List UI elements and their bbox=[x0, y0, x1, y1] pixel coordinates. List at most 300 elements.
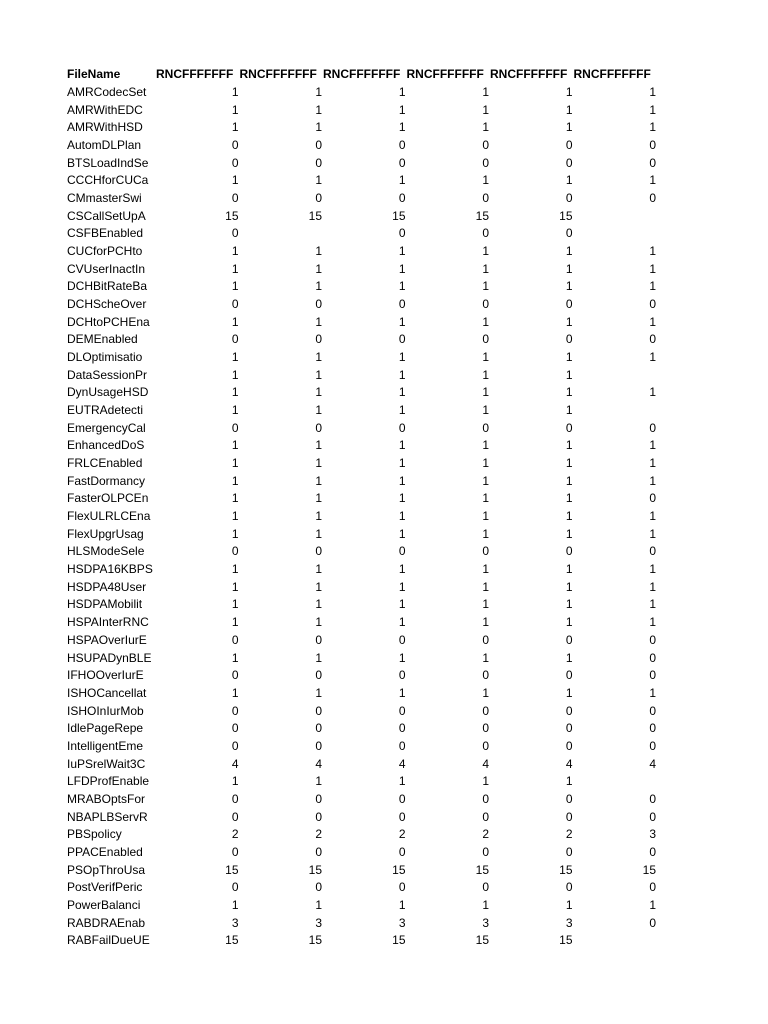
table-row bbox=[67, 207, 656, 225]
value-cell: 1 bbox=[482, 685, 489, 700]
table-row bbox=[67, 685, 656, 703]
value-cell: 1 bbox=[315, 314, 322, 329]
value-cell: 0 bbox=[398, 721, 406, 736]
filename-cell: HSUPADynBLE bbox=[67, 650, 152, 665]
value-cell: 1 bbox=[649, 685, 656, 700]
header-cell-rnc-2: RNCFFFFFFF bbox=[239, 67, 317, 82]
value-cell: 1 bbox=[398, 385, 406, 400]
value-cell: 0 bbox=[649, 668, 656, 683]
filename-cell: HSPAOverIurE bbox=[67, 632, 147, 647]
value-cell: 1 bbox=[565, 403, 573, 418]
value-cell: 1 bbox=[315, 509, 322, 524]
value-cell: 1 bbox=[565, 526, 573, 541]
filename-cell: HSPAInterRNC bbox=[67, 615, 149, 630]
value-cell: 0 bbox=[315, 632, 322, 647]
table-row bbox=[67, 490, 656, 508]
value-cell: 1 bbox=[231, 367, 239, 382]
value-cell: 1 bbox=[482, 897, 489, 912]
filename-cell: DLOptimisatio bbox=[67, 350, 143, 365]
filename-cell: HSDPAMobilit bbox=[67, 597, 143, 612]
value-cell: 1 bbox=[231, 650, 239, 665]
value-cell: 0 bbox=[231, 809, 239, 824]
table-row bbox=[67, 119, 656, 137]
value-cell: 1 bbox=[565, 509, 573, 524]
header-cell-filename: FileName bbox=[67, 67, 121, 82]
value-cell: 0 bbox=[649, 915, 656, 930]
filename-cell: MRABOptsFor bbox=[67, 791, 146, 806]
filename-cell: FlexUpgrUsag bbox=[67, 526, 144, 541]
table-row bbox=[67, 349, 656, 367]
value-cell: 0 bbox=[315, 332, 322, 347]
value-cell: 0 bbox=[315, 138, 322, 153]
value-cell: 3 bbox=[565, 915, 573, 930]
filename-cell: ISHOInIurMob bbox=[67, 703, 144, 718]
table-row bbox=[67, 632, 656, 650]
value-cell: 0 bbox=[482, 138, 489, 153]
value-cell: 1 bbox=[482, 314, 489, 329]
value-cell: 1 bbox=[315, 685, 322, 700]
filename-cell: HSDPA16KBPS bbox=[67, 562, 153, 577]
value-cell: 0 bbox=[649, 809, 656, 824]
value-cell: 1 bbox=[315, 244, 322, 259]
value-cell: 2 bbox=[565, 827, 573, 842]
value-cell: 0 bbox=[649, 544, 656, 559]
value-cell: 1 bbox=[482, 350, 489, 365]
value-cell: 1 bbox=[565, 650, 573, 665]
value-cell: 0 bbox=[231, 191, 239, 206]
value-cell: 1 bbox=[649, 615, 656, 630]
value-cell: 1 bbox=[482, 650, 489, 665]
value-cell: 1 bbox=[398, 120, 406, 135]
value-cell: 15 bbox=[475, 862, 489, 877]
value-cell: 2 bbox=[231, 827, 239, 842]
value-cell: 1 bbox=[398, 579, 406, 594]
table-row bbox=[67, 402, 656, 420]
value-cell: 0 bbox=[649, 880, 656, 895]
value-cell: 1 bbox=[649, 261, 656, 276]
value-cell: 1 bbox=[649, 473, 656, 488]
value-cell: 1 bbox=[565, 579, 573, 594]
value-cell: 0 bbox=[649, 650, 656, 665]
value-cell: 1 bbox=[565, 774, 573, 789]
value-cell: 1 bbox=[231, 774, 239, 789]
value-cell: 1 bbox=[649, 244, 656, 259]
value-cell: 1 bbox=[231, 562, 239, 577]
value-cell: 1 bbox=[482, 102, 489, 117]
value-cell: 1 bbox=[398, 367, 406, 382]
value-cell: 1 bbox=[231, 579, 239, 594]
value-cell: 1 bbox=[231, 173, 239, 188]
table-row bbox=[67, 543, 656, 561]
value-cell: 0 bbox=[231, 880, 239, 895]
value-cell: 1 bbox=[649, 897, 656, 912]
value-cell: 0 bbox=[482, 226, 489, 241]
value-cell: 1 bbox=[315, 385, 322, 400]
value-cell: 0 bbox=[482, 544, 489, 559]
value-cell: 1 bbox=[315, 774, 322, 789]
value-cell: 15 bbox=[475, 933, 489, 948]
value-cell: 0 bbox=[315, 721, 322, 736]
value-cell: 1 bbox=[398, 473, 406, 488]
table-row bbox=[67, 225, 656, 243]
filename-cell: EnhancedDoS bbox=[67, 438, 145, 453]
filename-cell: AMRCodecSet bbox=[67, 85, 147, 99]
value-cell: 1 bbox=[315, 173, 322, 188]
value-cell: 1 bbox=[231, 491, 239, 506]
value-cell: 1 bbox=[649, 102, 656, 117]
filename-cell: FastDormancy bbox=[67, 473, 146, 488]
spreadsheet-body bbox=[67, 66, 656, 950]
value-cell: 1 bbox=[649, 438, 656, 453]
value-cell: 4 bbox=[231, 756, 239, 771]
value-cell: 1 bbox=[398, 509, 406, 524]
filename-cell: FRLCEnabled bbox=[67, 456, 143, 471]
value-cell: 1 bbox=[649, 314, 656, 329]
value-cell: 1 bbox=[315, 473, 322, 488]
value-cell: 0 bbox=[398, 420, 406, 435]
value-cell: 2 bbox=[482, 827, 489, 842]
value-cell: 0 bbox=[649, 791, 656, 806]
value-cell: 1 bbox=[482, 120, 489, 135]
value-cell: 1 bbox=[565, 314, 573, 329]
value-cell: 1 bbox=[315, 438, 322, 453]
value-cell: 0 bbox=[565, 844, 573, 859]
value-cell: 1 bbox=[231, 456, 239, 471]
table-row bbox=[67, 808, 656, 826]
value-cell: 1 bbox=[398, 403, 406, 418]
value-cell: 0 bbox=[565, 544, 573, 559]
value-cell: 0 bbox=[565, 155, 573, 170]
value-cell: 0 bbox=[565, 809, 573, 824]
value-cell: 1 bbox=[482, 438, 489, 453]
filename-cell: DynUsageHSD bbox=[67, 385, 149, 400]
table-row bbox=[67, 313, 656, 331]
value-cell: 1 bbox=[315, 579, 322, 594]
filename-cell: EmergencyCal bbox=[67, 420, 146, 435]
value-cell: 2 bbox=[398, 827, 406, 842]
value-cell: 1 bbox=[315, 491, 322, 506]
value-cell: 0 bbox=[565, 226, 573, 241]
value-cell: 1 bbox=[565, 438, 573, 453]
value-cell: 4 bbox=[565, 756, 573, 771]
value-cell: 0 bbox=[482, 791, 489, 806]
header-cell-rnc-4: RNCFFFFFFF bbox=[406, 67, 484, 82]
value-cell: 1 bbox=[482, 579, 489, 594]
value-cell: 1 bbox=[482, 509, 489, 524]
value-cell: 1 bbox=[231, 85, 239, 99]
value-cell: 0 bbox=[482, 191, 489, 206]
table-row bbox=[67, 455, 656, 473]
table-row bbox=[67, 738, 656, 756]
table-row bbox=[67, 525, 656, 543]
value-cell: 15 bbox=[308, 208, 322, 223]
value-cell: 0 bbox=[482, 703, 489, 718]
value-cell: 15 bbox=[642, 862, 656, 877]
value-cell: 0 bbox=[565, 738, 573, 753]
value-cell: 0 bbox=[398, 332, 406, 347]
filename-cell: CMmasterSwi bbox=[67, 191, 142, 206]
value-cell: 1 bbox=[398, 597, 406, 612]
value-cell: 4 bbox=[482, 756, 489, 771]
filename-cell: AMRWithEDC bbox=[67, 102, 143, 117]
table-row bbox=[67, 720, 656, 738]
value-cell: 1 bbox=[231, 438, 239, 453]
value-cell: 15 bbox=[308, 862, 322, 877]
value-cell: 1 bbox=[565, 102, 573, 117]
value-cell: 0 bbox=[231, 226, 239, 241]
value-cell: 0 bbox=[565, 138, 573, 153]
value-cell: 1 bbox=[231, 261, 239, 276]
table-row bbox=[67, 861, 656, 879]
value-cell: 0 bbox=[649, 191, 656, 206]
value-cell: 0 bbox=[649, 155, 656, 170]
value-cell: 0 bbox=[482, 738, 489, 753]
value-cell: 1 bbox=[565, 244, 573, 259]
value-cell: 15 bbox=[225, 208, 239, 223]
value-cell: 0 bbox=[231, 155, 239, 170]
table-row bbox=[67, 844, 656, 862]
table-row bbox=[67, 472, 656, 490]
value-cell: 1 bbox=[398, 279, 406, 294]
value-cell: 1 bbox=[231, 279, 239, 294]
value-cell: 15 bbox=[392, 862, 406, 877]
value-cell: 15 bbox=[559, 862, 573, 877]
header-cell-rnc-3: RNCFFFFFFF bbox=[323, 67, 401, 82]
table-row bbox=[67, 773, 656, 791]
value-cell: 0 bbox=[482, 420, 489, 435]
table-row bbox=[67, 578, 656, 596]
table-row bbox=[67, 826, 656, 844]
value-cell: 0 bbox=[649, 632, 656, 647]
table-row bbox=[67, 243, 656, 261]
value-cell: 3 bbox=[649, 827, 656, 842]
value-cell: 1 bbox=[649, 597, 656, 612]
value-cell: 0 bbox=[231, 703, 239, 718]
value-cell: 1 bbox=[315, 526, 322, 541]
value-cell: 1 bbox=[231, 473, 239, 488]
value-cell: 2 bbox=[315, 827, 322, 842]
value-cell: 1 bbox=[315, 615, 322, 630]
table-row bbox=[67, 154, 656, 172]
value-cell: 0 bbox=[315, 880, 322, 895]
filename-cell: NBAPLBServR bbox=[67, 809, 148, 824]
filename-cell: AutomDLPlan bbox=[67, 138, 142, 153]
table-row bbox=[67, 437, 656, 455]
table-row bbox=[67, 172, 656, 190]
value-cell: 1 bbox=[482, 491, 489, 506]
filename-cell: EUTRAdetecti bbox=[67, 403, 144, 418]
value-cell: 4 bbox=[315, 756, 322, 771]
value-cell: 0 bbox=[231, 738, 239, 753]
value-cell: 0 bbox=[482, 332, 489, 347]
value-cell: 1 bbox=[649, 562, 656, 577]
value-cell: 1 bbox=[649, 579, 656, 594]
value-cell: 1 bbox=[231, 403, 239, 418]
value-cell: 1 bbox=[482, 173, 489, 188]
value-cell: 0 bbox=[231, 844, 239, 859]
filename-cell: PPACEnabled bbox=[67, 844, 143, 859]
value-cell: 0 bbox=[315, 791, 322, 806]
value-cell: 0 bbox=[315, 809, 322, 824]
filename-cell: PSOpThroUsa bbox=[67, 862, 146, 877]
value-cell: 0 bbox=[482, 880, 489, 895]
value-cell: 1 bbox=[315, 261, 322, 276]
table-row bbox=[67, 260, 656, 278]
value-cell: 0 bbox=[649, 703, 656, 718]
value-cell: 1 bbox=[565, 615, 573, 630]
value-cell: 0 bbox=[565, 420, 573, 435]
value-cell: 0 bbox=[231, 632, 239, 647]
filename-cell: CUCforPCHto bbox=[67, 244, 143, 259]
value-cell: 0 bbox=[482, 632, 489, 647]
header-cell-rnc-6: RNCFFFFFFF bbox=[573, 67, 651, 82]
value-cell: 1 bbox=[482, 279, 489, 294]
value-cell: 1 bbox=[649, 526, 656, 541]
value-cell: 0 bbox=[231, 791, 239, 806]
value-cell: 1 bbox=[315, 367, 322, 382]
value-cell: 1 bbox=[315, 562, 322, 577]
filename-cell: HLSModeSele bbox=[67, 544, 145, 559]
value-cell: 0 bbox=[649, 721, 656, 736]
value-cell: 1 bbox=[482, 367, 489, 382]
value-cell: 0 bbox=[315, 544, 322, 559]
table-row bbox=[67, 278, 656, 296]
value-cell: 1 bbox=[398, 685, 406, 700]
table-row bbox=[67, 879, 656, 897]
value-cell: 0 bbox=[482, 844, 489, 859]
value-cell: 1 bbox=[231, 350, 239, 365]
value-cell: 1 bbox=[315, 897, 322, 912]
value-cell: 0 bbox=[231, 332, 239, 347]
value-cell: 0 bbox=[398, 155, 406, 170]
value-cell bbox=[573, 402, 657, 420]
value-cell: 1 bbox=[649, 279, 656, 294]
value-cell: 0 bbox=[482, 809, 489, 824]
value-cell: 0 bbox=[398, 632, 406, 647]
value-cell: 3 bbox=[231, 915, 239, 930]
value-cell: 0 bbox=[231, 668, 239, 683]
value-cell: 1 bbox=[565, 350, 573, 365]
value-cell: 0 bbox=[398, 809, 406, 824]
value-cell: 1 bbox=[398, 438, 406, 453]
header-cell-rnc-1: RNCFFFFFFF bbox=[156, 67, 234, 82]
value-cell: 1 bbox=[565, 367, 573, 382]
value-cell: 1 bbox=[482, 85, 489, 99]
value-cell: 1 bbox=[565, 173, 573, 188]
value-cell: 15 bbox=[559, 933, 573, 948]
value-cell: 1 bbox=[482, 774, 489, 789]
filename-cell: LFDProfEnable bbox=[67, 774, 150, 789]
value-cell bbox=[573, 207, 657, 225]
table-row bbox=[67, 755, 656, 773]
value-cell: 1 bbox=[398, 314, 406, 329]
value-cell: 1 bbox=[482, 473, 489, 488]
value-cell: 0 bbox=[649, 844, 656, 859]
filename-cell: CCCHforCUCa bbox=[67, 173, 149, 188]
value-cell: 0 bbox=[649, 332, 656, 347]
value-cell: 0 bbox=[315, 844, 322, 859]
value-cell: 0 bbox=[482, 721, 489, 736]
value-cell bbox=[573, 366, 657, 384]
value-cell: 0 bbox=[398, 791, 406, 806]
filename-cell: PBSpolicy bbox=[67, 827, 122, 842]
value-cell: 1 bbox=[231, 102, 239, 117]
value-cell: 0 bbox=[482, 668, 489, 683]
filename-cell: IntelligentEme bbox=[67, 738, 144, 753]
value-cell: 1 bbox=[482, 261, 489, 276]
table-row bbox=[67, 791, 656, 809]
table-row bbox=[67, 101, 656, 119]
value-cell: 0 bbox=[398, 297, 406, 312]
value-cell: 15 bbox=[225, 933, 239, 948]
value-cell: 0 bbox=[649, 491, 656, 506]
value-cell: 1 bbox=[565, 85, 573, 99]
value-cell: 1 bbox=[649, 509, 656, 524]
value-cell: 1 bbox=[398, 102, 406, 117]
filename-cell: DCHScheOver bbox=[67, 297, 147, 312]
value-cell: 0 bbox=[482, 155, 489, 170]
table-row bbox=[67, 897, 656, 915]
value-cell: 1 bbox=[398, 650, 406, 665]
value-cell: 1 bbox=[315, 279, 322, 294]
value-cell bbox=[573, 773, 657, 791]
value-cell bbox=[573, 932, 657, 950]
value-cell: 1 bbox=[231, 385, 239, 400]
value-cell: 1 bbox=[565, 385, 573, 400]
value-cell: 3 bbox=[315, 915, 322, 930]
value-cell: 1 bbox=[565, 597, 573, 612]
value-cell: 15 bbox=[225, 862, 239, 877]
value-cell: 0 bbox=[565, 297, 573, 312]
value-cell: 1 bbox=[231, 314, 239, 329]
filename-cell: CVUserInactIn bbox=[67, 261, 146, 276]
table-row bbox=[67, 932, 656, 950]
value-cell: 1 bbox=[398, 350, 406, 365]
value-cell: 1 bbox=[231, 597, 239, 612]
filename-cell: PostVerifPeric bbox=[67, 880, 143, 895]
filename-cell: IFHOOverIurE bbox=[67, 668, 144, 683]
header-row bbox=[67, 66, 656, 84]
value-cell: 0 bbox=[565, 791, 573, 806]
filename-cell: BTSLoadIndSe bbox=[67, 155, 149, 170]
value-cell: 1 bbox=[649, 385, 656, 400]
value-cell: 1 bbox=[565, 456, 573, 471]
spreadsheet-table bbox=[67, 66, 656, 950]
value-cell: 1 bbox=[649, 456, 656, 471]
filename-cell: ISHOCancellat bbox=[67, 685, 147, 700]
value-cell: 0 bbox=[398, 544, 406, 559]
value-cell: 0 bbox=[565, 703, 573, 718]
value-cell: 1 bbox=[315, 456, 322, 471]
value-cell: 1 bbox=[398, 261, 406, 276]
table-row bbox=[67, 702, 656, 720]
filename-cell: DEMEnabled bbox=[67, 332, 138, 347]
value-cell: 0 bbox=[315, 420, 322, 435]
value-cell: 0 bbox=[565, 632, 573, 647]
value-cell: 1 bbox=[565, 897, 573, 912]
value-cell: 0 bbox=[231, 297, 239, 312]
table-row bbox=[67, 419, 656, 437]
filename-cell: RABDRAEnab bbox=[67, 915, 146, 930]
filename-cell: PowerBalanci bbox=[67, 897, 141, 912]
value-cell: 1 bbox=[231, 120, 239, 135]
filename-cell: RABFailDueUE bbox=[67, 933, 150, 948]
filename-cell: DCHtoPCHEna bbox=[67, 314, 150, 329]
value-cell: 1 bbox=[482, 385, 489, 400]
value-cell: 1 bbox=[482, 526, 489, 541]
value-cell: 0 bbox=[315, 155, 322, 170]
value-cell: 3 bbox=[398, 915, 406, 930]
